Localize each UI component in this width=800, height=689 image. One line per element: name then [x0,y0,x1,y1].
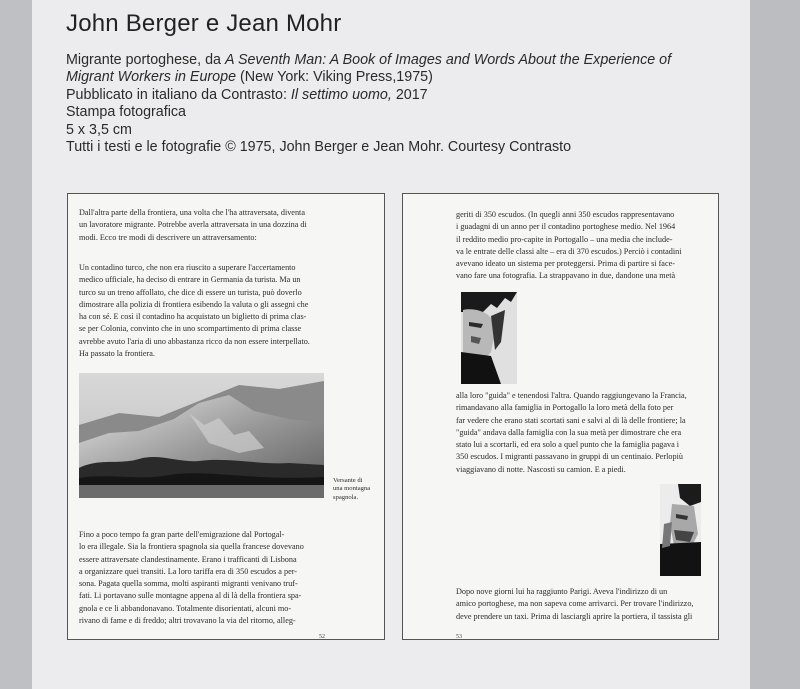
text-line: il reddito medio pro-capite in Portogallo – una media che include- [456,234,673,244]
torn-portrait-image-2 [660,484,701,576]
artwork-caption [66,52,726,156]
mountain-landscape-image [79,373,324,498]
caption-line-3: Pubblicato in italiano da Contrasto: Il settimo uomo, 2017 [66,86,428,103]
text-line: se per Colonia, convinto che in uno scompartimento di prima classe [79,324,302,334]
text-line: alla loro "guida" e tenendosi l'altra. Quando raggiungevano la Francia, [456,391,687,400]
text-line: medico ufficiale, ha deciso di entrare in Germania da turista. Ma un [79,275,301,285]
mountain-photo-caption [333,477,370,502]
text-line: stato lui a scortarli, ed era solo a quel punto che la famiglia pagava i [456,440,680,450]
text-line: va le entrate delle classi alte – era di 370 escudos.) Perciò i contadini [456,246,682,256]
text-line: Dopo nove giorni lui ha raggiunto Parigi. Aveva l'indirizzo di un [456,587,668,596]
wall-left [0,0,32,689]
left-paragraph-1 [79,207,377,244]
text-line: Dall'altra parte della frontiera, una volta che l'ha attraversata, diventa [79,208,305,217]
text-line: Versante di [333,477,363,484]
text-line: geriti di 350 escudos. (In quegli anni 350 escudos rappresentavano [456,210,675,219]
text-line: amico portoghese, ma non sapeva come arrivarci. Per trovare l'indirizzo, [456,599,694,609]
text-line: ha con sé. E così il contadino ha acquistato un biglietto di prima clas- [79,312,307,322]
page-number-right: 53 [456,634,462,640]
text-line: 350 escudos. I migranti passavano in gruppi di un centinaio. Perlopiù [456,452,683,462]
text-line: viaggiavano di notte. Nascosti su camion. E a piedi. [456,464,626,474]
caption-line-4: Stampa fotografica [66,104,187,121]
text-line: turco su un treno affollato, che dice di essere un turista, può doverlo [79,287,302,297]
text-line: Fino a poco tempo fa gran parte dell'emigrazione dal Portogal- [79,530,285,539]
artist-title: John Berger e Jean Mohr [66,10,342,37]
caption-line-1: Migrante portoghese, da A Seventh Man: A Book of Images and Words About the Experience of [66,52,672,68]
right-paragraph-2 [456,390,708,476]
right-paragraph-3 [456,586,708,623]
text-line: Un contadino turco, che non era riuscito a superare l'accertamento [79,263,296,272]
text-line: "guida" andava dalla famiglia con la sua metà per dimostrare che era [456,427,682,437]
left-paragraph-3 [79,529,377,627]
text-line: avevano ideato un sistema per proteggersi. Prima di partire si face- [456,259,675,269]
caption-line-2: Migrant Workers in Europe (New York: Viking Press,1975) [66,69,433,86]
text-line: rivano di fame e di freddo; altri trovavano la via del ritorno, alleg- [79,616,296,626]
text-line: gnola e ce li abbandonavano. Totalmente disorientati, alcuni mo- [79,603,292,613]
text-line: far vedere che erano stati scortati sani e salvi al di là delle frontiere; la [456,415,686,425]
text-line: una montagna [333,485,371,493]
text-line: i guadagni di un anno per il contadino portoghese medio. Nel 1964 [456,222,676,232]
text-line: spagnola. [333,493,359,501]
portrait-photo-half-2 [660,484,701,576]
portrait-photo-half-1 [461,292,517,384]
caption-line-5: 5 x 3,5 cm [66,121,132,138]
page-number-left: 52 [319,634,325,640]
right-paragraph-1 [456,209,708,283]
text-line: vano fare una fotografia. La strappavano in due, dandone una metà [456,271,676,281]
mountain-photo [79,373,324,498]
book-page-left [67,193,385,640]
book-page-right [402,193,719,640]
text-line: Ha passato la frontiera. [79,349,155,359]
left-paragraph-2 [79,262,377,360]
text-line: sona. Pagata quella somma, molti aspiranti migranti venivano truf- [79,579,298,589]
text-line: un lavoratore migrante. Potrebbe averla attraversata in una dozzina di [79,220,307,230]
text-line: deve prendere un taxi. Prima di lasciargli aprire la portiera, il tassista gli [456,611,693,621]
text-line: a organizzare quei transiti. La loro tariffa era di 350 escudos a per- [79,566,297,576]
text-line: modi. Ecco tre modi di descrivere un attraversamento: [79,232,257,242]
text-line: avrebbe avuto l'aria di uno abbastanza ricco da non essere interpellato. [79,336,310,346]
wall-right [750,0,800,689]
text-line: dimostrare alla polizia di frontiera esibendo la valuta o gli assegni che [79,299,309,309]
torn-portrait-image [461,292,517,384]
text-line: essere attraversate clandestinamente. Erano i trafficanti di Lisbona [79,554,297,564]
label-header [66,10,726,156]
text-line: rimandavano alla famiglia in Portogallo la loro metà della foto per [456,403,674,413]
text-line: lo era illegale. Sia la frontiera spagnola sia quella francese dovevano [79,542,304,552]
text-line: fati. Li portavano sulle montagne appena al di là della frontiera spa- [79,591,302,601]
caption-line-6: Tutti i testi e le fotografie © 1975, John Berger e Jean Mohr. Courtesy Contrasto [66,139,572,156]
